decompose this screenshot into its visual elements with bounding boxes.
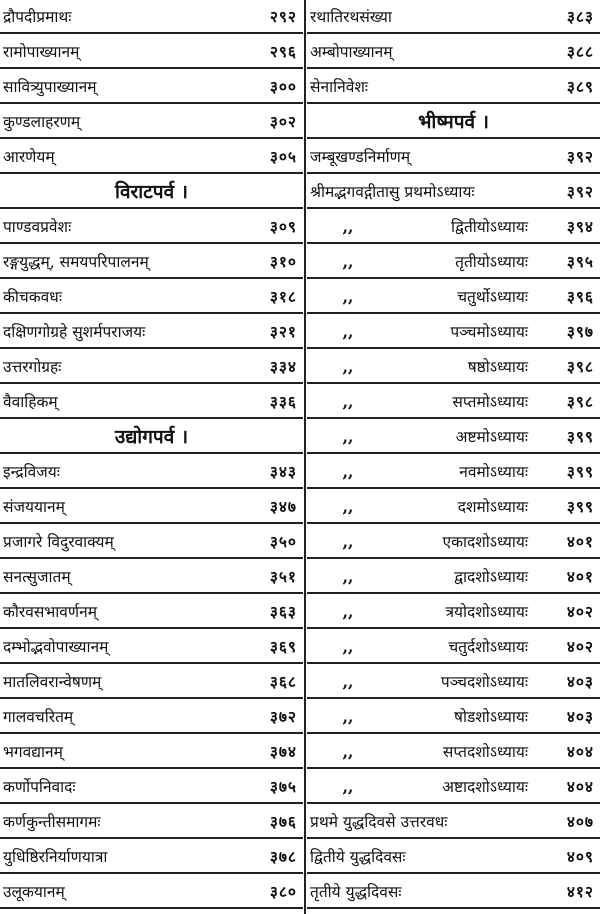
page-number: ४०१ — [566, 568, 594, 586]
entry-title: आरणेयम् — [3, 148, 55, 166]
page-number: ३४७ — [269, 498, 297, 516]
page-number: ३६८ — [269, 673, 297, 691]
page-number: ३९२ — [566, 148, 594, 166]
page-number: ३७२ — [269, 708, 297, 726]
entry-title: पञ्चमोऽध्यायः — [450, 323, 528, 341]
page-number: ३८० — [269, 883, 297, 901]
entry-title: मातलिवरान्वेषणम् — [3, 673, 102, 691]
column-divider — [304, 0, 306, 914]
section-title: विराटपर्व । — [115, 181, 188, 203]
toc-row — [0, 245, 303, 279]
toc-row — [0, 0, 303, 34]
entry-title: प्रजागरे विदुरवाक्यम् — [3, 533, 114, 551]
entry-title: उत्तरगोग्रहः — [3, 358, 62, 376]
section-heading — [307, 105, 600, 139]
ditto-mark: ,, — [342, 251, 354, 271]
page-number: ३७६ — [269, 813, 297, 831]
page-number: ४०७ — [566, 813, 594, 831]
toc-row — [0, 210, 303, 244]
ditto-mark: ,, — [342, 671, 354, 691]
toc-row — [307, 385, 600, 419]
ditto-mark: ,, — [342, 286, 354, 306]
toc-row — [0, 700, 303, 734]
toc-row — [307, 420, 600, 454]
ditto-mark: ,, — [342, 531, 354, 551]
entry-title: तृतीये युद्धदिवसः — [310, 883, 402, 901]
page-number: ३७४ — [269, 743, 297, 761]
page-number: ३०५ — [269, 148, 297, 166]
page-number: ४०४ — [566, 778, 594, 796]
page-number: ४०३ — [566, 708, 594, 726]
ditto-mark: ,, — [342, 601, 354, 621]
toc-row — [0, 840, 303, 874]
entry-title: प्रथमे युद्धदिवसे उत्तरवधः — [310, 813, 448, 831]
entry-title: अष्टमोऽध्यायः — [455, 428, 528, 446]
page-number: ३१८ — [269, 288, 297, 306]
ditto-mark: ,, — [342, 741, 354, 761]
toc-row — [307, 560, 600, 594]
toc-row — [0, 385, 303, 419]
right-column — [307, 0, 600, 914]
entry-title: दशमोऽध्यायः — [457, 498, 528, 516]
entry-title: द्वादशोऽध्यायः — [454, 568, 528, 586]
entry-title: गालवचरितम् — [3, 708, 74, 726]
entry-title: नवमोऽध्यायः — [459, 463, 528, 481]
entry-title: भगवद्यानम् — [3, 743, 63, 761]
entry-title: कीचकवधः — [3, 288, 62, 306]
toc-row — [307, 455, 600, 489]
entry-title: कुण्डलाहरणम् — [3, 113, 81, 131]
page-number: ३२१ — [269, 323, 297, 341]
entry-title: श्रीमद्भगवद्गीतासु प्रथमोऽध्यायः — [310, 183, 475, 201]
toc-row — [0, 35, 303, 69]
toc-row — [0, 805, 303, 839]
toc-row — [307, 770, 600, 804]
entry-title: पाण्डवप्रवेशः — [3, 218, 72, 236]
page-number: ३७५ — [269, 778, 297, 796]
toc-row — [307, 350, 600, 384]
section-heading — [0, 420, 303, 454]
toc-row — [307, 805, 600, 839]
page-number: ३४३ — [269, 463, 297, 481]
entry-title: सावित्र्युपाख्यानम् — [3, 78, 97, 96]
page-number: ३९९ — [566, 463, 594, 481]
ditto-mark: ,, — [342, 426, 354, 446]
ditto-mark: ,, — [342, 356, 354, 376]
entry-title: द्वितीयोऽध्यायः — [451, 218, 528, 236]
page-number: ३५१ — [269, 568, 297, 586]
ditto-mark: ,, — [342, 391, 354, 411]
page-number: ३८८ — [566, 43, 594, 61]
page-number: ३८३ — [566, 8, 594, 26]
toc-row — [307, 700, 600, 734]
toc-row — [0, 770, 303, 804]
ditto-mark: ,, — [342, 461, 354, 481]
page-number: ३९८ — [566, 358, 594, 376]
toc-row — [307, 280, 600, 314]
toc-row — [0, 105, 303, 139]
toc-row — [307, 315, 600, 349]
toc-row — [307, 490, 600, 524]
entry-title: षोडशोऽध्यायः — [453, 708, 528, 726]
ditto-mark: ,, — [342, 321, 354, 341]
entry-title: वैवाहिकम् — [3, 393, 58, 411]
toc-row — [0, 350, 303, 384]
entry-title: कौरवसभावर्णनम् — [3, 603, 97, 621]
toc-row — [307, 210, 600, 244]
toc-row — [0, 140, 303, 174]
page-number: ३८९ — [566, 78, 594, 96]
toc-row — [307, 0, 600, 34]
entry-title: सेनानिवेशः — [310, 78, 369, 96]
entry-title: द्रौपदीप्रमाथः — [3, 8, 72, 26]
toc-row — [307, 140, 600, 174]
ditto-mark: ,, — [342, 706, 354, 726]
entry-title: एकादशोऽध्यायः — [442, 533, 528, 551]
ditto-mark: ,, — [342, 566, 354, 586]
entry-title: दम्भोद्भवोपाख्यानम् — [3, 638, 109, 656]
entry-title: रथातिरथसंख्या — [310, 8, 392, 26]
page-number: ४०९ — [566, 848, 594, 866]
toc-row — [0, 630, 303, 664]
toc-row — [0, 490, 303, 524]
toc-row — [0, 665, 303, 699]
toc-row — [0, 595, 303, 629]
toc-row — [307, 840, 600, 874]
entry-title: रामोपाख्यानम् — [3, 43, 80, 61]
page-number: ३९४ — [566, 218, 594, 236]
page-number: ३९९ — [566, 428, 594, 446]
entry-title: त्रयोदशोऽध्यायः — [445, 603, 528, 621]
toc-row — [0, 735, 303, 769]
entry-title: कर्णोपनिवादः — [3, 778, 76, 796]
page-number: ४०१ — [566, 533, 594, 551]
toc-row — [0, 455, 303, 489]
entry-title: सनत्सुजातम् — [3, 568, 71, 586]
entry-title: पञ्चदशोऽध्यायः — [440, 673, 528, 691]
entry-title: युधिष्ठिरनिर्याणयात्रा — [3, 848, 108, 866]
entry-title: तृतीयोऽध्यायः — [455, 253, 528, 271]
entry-title: संजययानम् — [3, 498, 65, 516]
page-number: ४१२ — [566, 883, 594, 901]
page-number: ३३४ — [269, 358, 297, 376]
page-number: ४०२ — [566, 603, 594, 621]
toc-row — [0, 525, 303, 559]
toc-row — [0, 70, 303, 104]
ditto-mark: ,, — [342, 216, 354, 236]
toc-row — [307, 665, 600, 699]
entry-title: जम्बूखण्डनिर्माणम् — [310, 148, 411, 166]
entry-title: इन्द्रविजयः — [3, 463, 60, 481]
page-number: ३३६ — [269, 393, 297, 411]
toc-row — [0, 315, 303, 349]
page-number: २९२ — [269, 8, 297, 26]
entry-title: चतुर्थोऽध्यायः — [457, 288, 528, 306]
page-number: ३६३ — [269, 603, 297, 621]
toc-row — [0, 560, 303, 594]
page-number: ३९२ — [566, 183, 594, 201]
section-heading — [0, 175, 303, 209]
entry-title: कर्णकुन्तीसमागमः — [3, 813, 101, 831]
page-number: ३९९ — [566, 498, 594, 516]
page-number: ३०९ — [269, 218, 297, 236]
section-title: भीष्मपर्व । — [418, 111, 489, 133]
toc-row — [307, 595, 600, 629]
toc-row — [0, 280, 303, 314]
page-number: ३९५ — [566, 253, 594, 271]
page-number: ३०० — [269, 78, 297, 96]
ditto-mark: ,, — [342, 776, 354, 796]
entry-title: दक्षिणगोग्रहे सुशर्मपराजयः — [3, 323, 146, 341]
toc-row — [307, 245, 600, 279]
toc-row — [307, 630, 600, 664]
toc-row — [0, 875, 303, 909]
section-title: उद्योगपर्व । — [114, 426, 189, 448]
page-number: ३१० — [269, 253, 297, 271]
entry-title: चतुर्दशोऽध्यायः — [448, 638, 528, 656]
entry-title: सप्तदशोऽध्यायः — [442, 743, 528, 761]
page-number: ४०२ — [566, 638, 594, 656]
entry-title: द्वितीये युद्धदिवसः — [310, 848, 406, 866]
entry-title: सप्तमोऽध्यायः — [452, 393, 528, 411]
page-number: ३७८ — [269, 848, 297, 866]
ditto-mark: ,, — [342, 496, 354, 516]
page-number: ४०३ — [566, 673, 594, 691]
entry-title: रङ्गयुद्धम्, समयपरिपालनम् — [3, 253, 149, 271]
toc-row — [307, 175, 600, 209]
toc-row — [307, 525, 600, 559]
entry-title: अष्टादशोऽध्यायः — [442, 778, 528, 796]
entry-title: षष्ठोऽध्यायः — [467, 358, 528, 376]
toc-row — [307, 35, 600, 69]
entry-title: अम्बोपाख्यानम् — [310, 43, 393, 61]
page-number: ३९७ — [566, 323, 594, 341]
page-number: ३६९ — [269, 638, 297, 656]
toc-row — [307, 70, 600, 104]
page-number: ३०२ — [269, 113, 297, 131]
toc-row — [307, 875, 600, 909]
page-number: ३९६ — [566, 288, 594, 306]
toc-row — [307, 735, 600, 769]
page-number: ४०४ — [566, 743, 594, 761]
ditto-mark: ,, — [342, 636, 354, 656]
page-number: ३५० — [269, 533, 297, 551]
entry-title: उलूकयानम् — [3, 883, 65, 901]
page-number: २९६ — [269, 43, 297, 61]
page-number: ३९८ — [566, 393, 594, 411]
